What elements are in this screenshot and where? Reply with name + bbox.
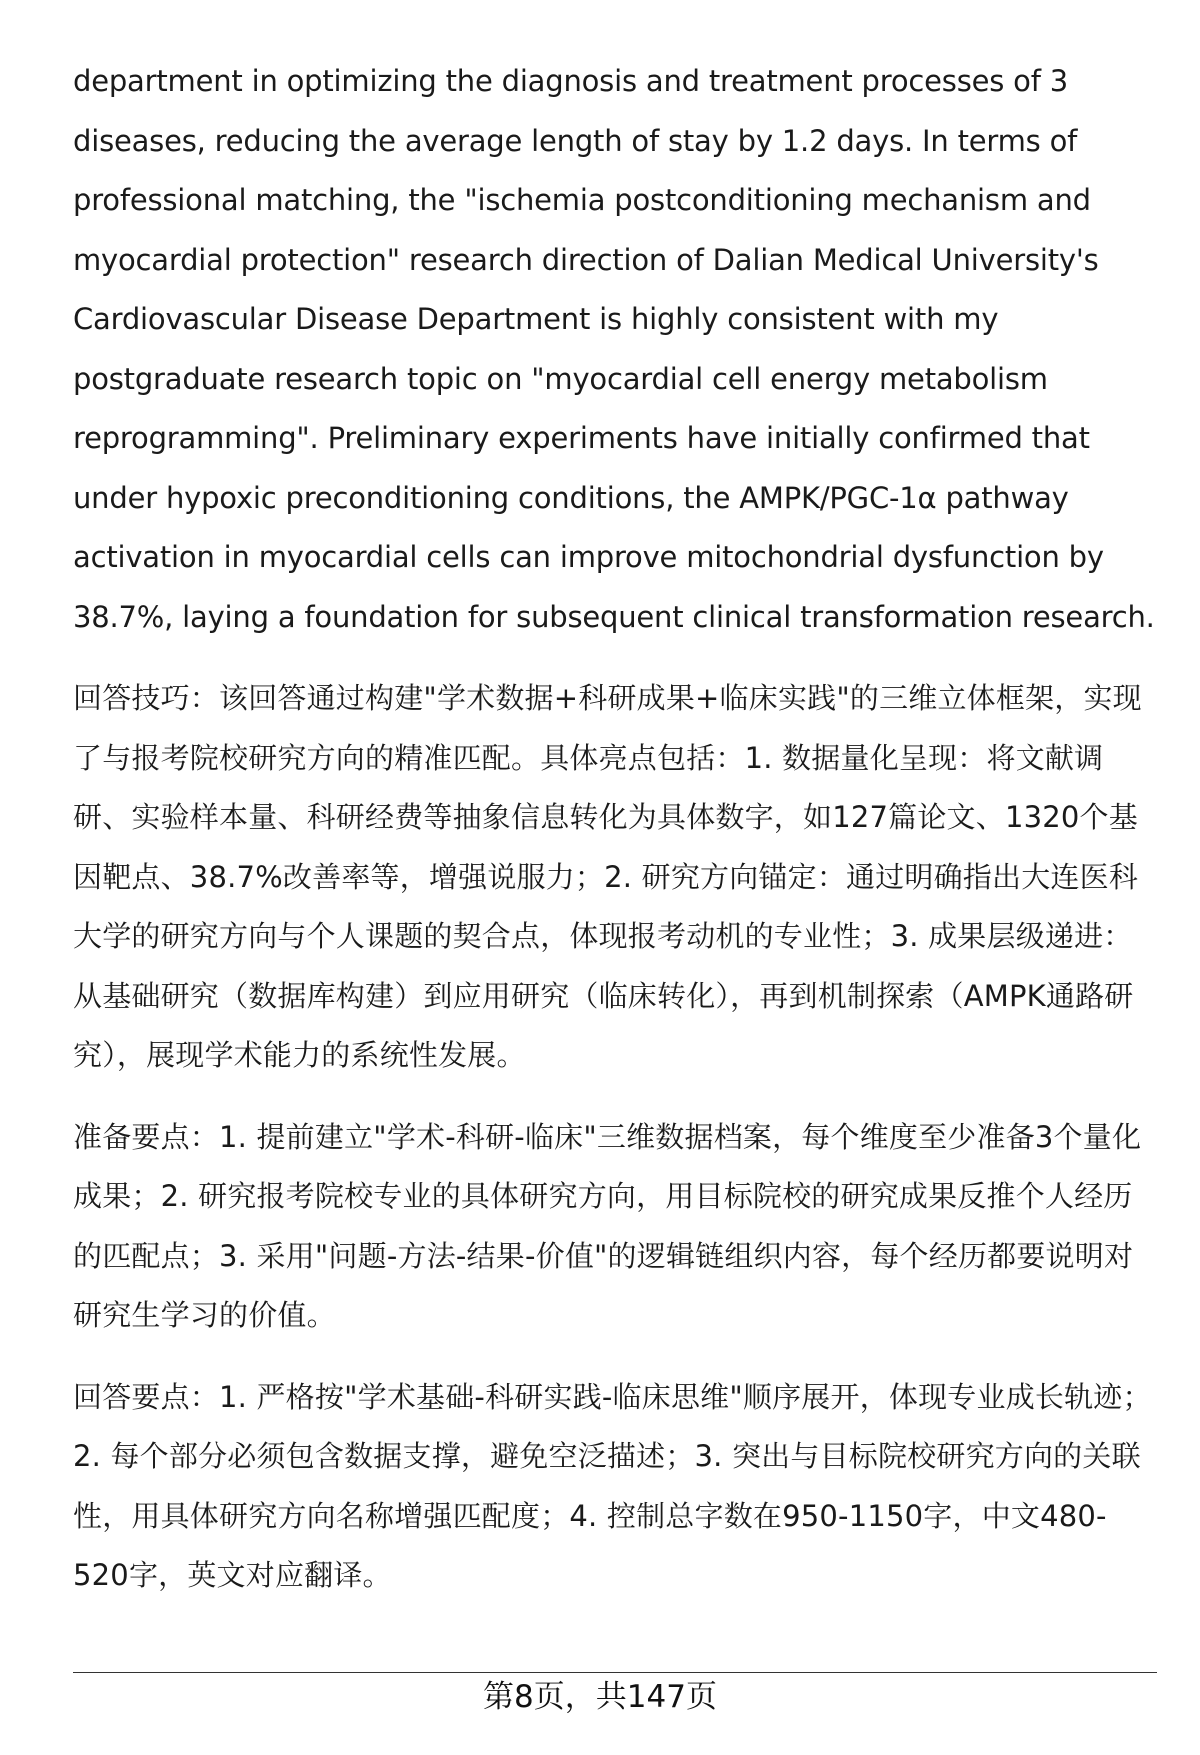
paragraph-answer-points: 回答要点：1. 严格按"学术基础-科研实践-临床思维"顺序展开，体现专业成长轨迹；2. 每个部分必须包含数据支撑，避免空泛描述；3. 突出与目标院校研究方向的关联性，用具体研究方向名称增强匹配度；4. 控制总字数在950-1150字，中文480-520字，英文对应翻译。: [73, 1379, 1152, 1592]
document-body: [73, 52, 1159, 1628]
paragraph-english-translation: department in optimizing the diagnosis and treatment processes of 3 diseases, reducing the average length of stay by 1.2 days. In terms of professional matching, the "ischemia postconditioning mechanism and myocardial protection" research direction of Dalian Medical University's Cardiovascular Disease Department is highly consistent with my postgraduate research topic on "myocardial cell energy metabolism reprogramming". Preliminary experiments have initially confirmed that under hypoxic preconditioning conditions, the AMPK/PGC-1α pathway activation in myocardial cells can improve mitochondrial dysfunction by 38.7%, laying a foundation for subsequent clinical transformation research.: [73, 64, 1155, 634]
paragraph-preparation-points: 准备要点：1. 提前建立"学术-科研-临床"三维数据档案，每个维度至少准备3个量化成果；2. 研究报考院校专业的具体研究方向，用目标院校的研究成果反推个人经历的匹配点；3. 采用"问题-方法-结果-价值"的逻辑链组织内容，每个经历都要说明对研究生学习的价值。: [73, 1119, 1142, 1332]
page-number: 第8页，共147页: [483, 1679, 717, 1715]
paragraph-answer-tips: 回答技巧：该回答通过构建"学术数据+科研成果+临床实践"的三维立体框架，实现了与报考院校研究方向的精准匹配。具体亮点包括：1. 数据量化呈现：将文献调研、实验样本量、科研经费等抽象信息转化为具体数字，如127篇论文、1320个基因靶点、38.7%改善率等，增强说服力；2. 研究方向锚定：通过明确指出大连医科大学的研究方向与个人课题的契合点，体现报考动机的专业性；3. 成果层级递进：从基础研究（数据库构建）到应用研究（临床转化），再到机制探索（AMPK通路研究），展现学术能力的系统性发展。: [73, 681, 1142, 1072]
